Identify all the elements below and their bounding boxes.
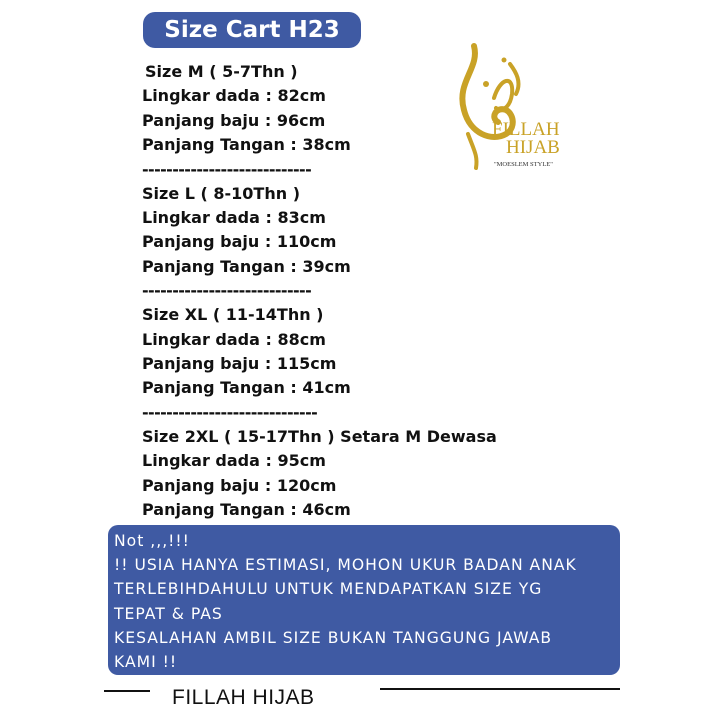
size-header: Size M ( 5-7Thn ) xyxy=(145,62,298,81)
size-header: Size L ( 8-10Thn ) xyxy=(142,183,301,203)
chest-measure: Lingkar dada : 95cm xyxy=(142,451,326,471)
divider: ----------------------------- xyxy=(142,402,318,422)
note-line: KAMI !! xyxy=(114,653,178,672)
sleeve-measure: Panjang Tangan : 41cm xyxy=(142,378,351,398)
size-chart xyxy=(142,60,502,523)
note-line: Not ,,,!!! xyxy=(114,532,190,550)
calligraphy-logo-icon xyxy=(450,38,600,178)
size-block-2xl xyxy=(142,425,502,523)
note-line: KESALAHAN AMBIL SIZE BUKAN TANGGUNG JAWAB xyxy=(114,628,553,647)
title-banner xyxy=(143,12,361,48)
footer-rule-right xyxy=(380,688,620,690)
length-measure: Panjang baju : 96cm xyxy=(142,110,326,130)
footer-brand: FILLAH HIJAB xyxy=(172,686,315,709)
size-block-m xyxy=(142,60,502,158)
length-measure: Panjang baju : 115cm xyxy=(142,354,337,374)
length-measure: Panjang baju : 120cm xyxy=(142,475,337,495)
size-header: Size 2XL ( 15-17Thn ) Setara M Dewasa xyxy=(142,426,497,446)
chest-measure: Lingkar dada : 88cm xyxy=(142,329,326,349)
sleeve-measure: Panjang Tangan : 39cm xyxy=(142,256,351,276)
sleeve-measure: Panjang Tangan : 46cm xyxy=(142,500,351,520)
logo-brand-text-2: HIJAB xyxy=(506,137,560,158)
chest-measure: Lingkar dada : 82cm xyxy=(142,86,326,106)
page-title: Size Cart H23 xyxy=(164,17,340,43)
brand-logo xyxy=(450,38,600,178)
warning-note xyxy=(108,525,620,675)
logo-tagline: "MOESLEM STYLE" xyxy=(494,161,553,168)
footer-rule-left xyxy=(104,690,150,692)
size-block-l xyxy=(142,182,502,280)
divider: ---------------------------- xyxy=(142,281,312,301)
note-line: !! USIA HANYA ESTIMASI, MOHON UKUR BADAN ANAK xyxy=(114,556,577,575)
sleeve-measure: Panjang Tangan : 38cm xyxy=(142,135,351,155)
chest-measure: Lingkar dada : 83cm xyxy=(142,208,326,228)
divider: ---------------------------- xyxy=(142,159,312,179)
logo-brand-text: FILLAH xyxy=(492,119,560,140)
length-measure: Panjang baju : 110cm xyxy=(142,232,337,252)
note-line: TERLEBIHDAHULU UNTUK MENDAPATKAN SIZE YG xyxy=(114,580,543,599)
size-header: Size XL ( 11-14Thn ) xyxy=(142,305,324,325)
size-block-xl xyxy=(142,303,502,401)
note-line: TEPAT & PAS xyxy=(114,604,223,623)
